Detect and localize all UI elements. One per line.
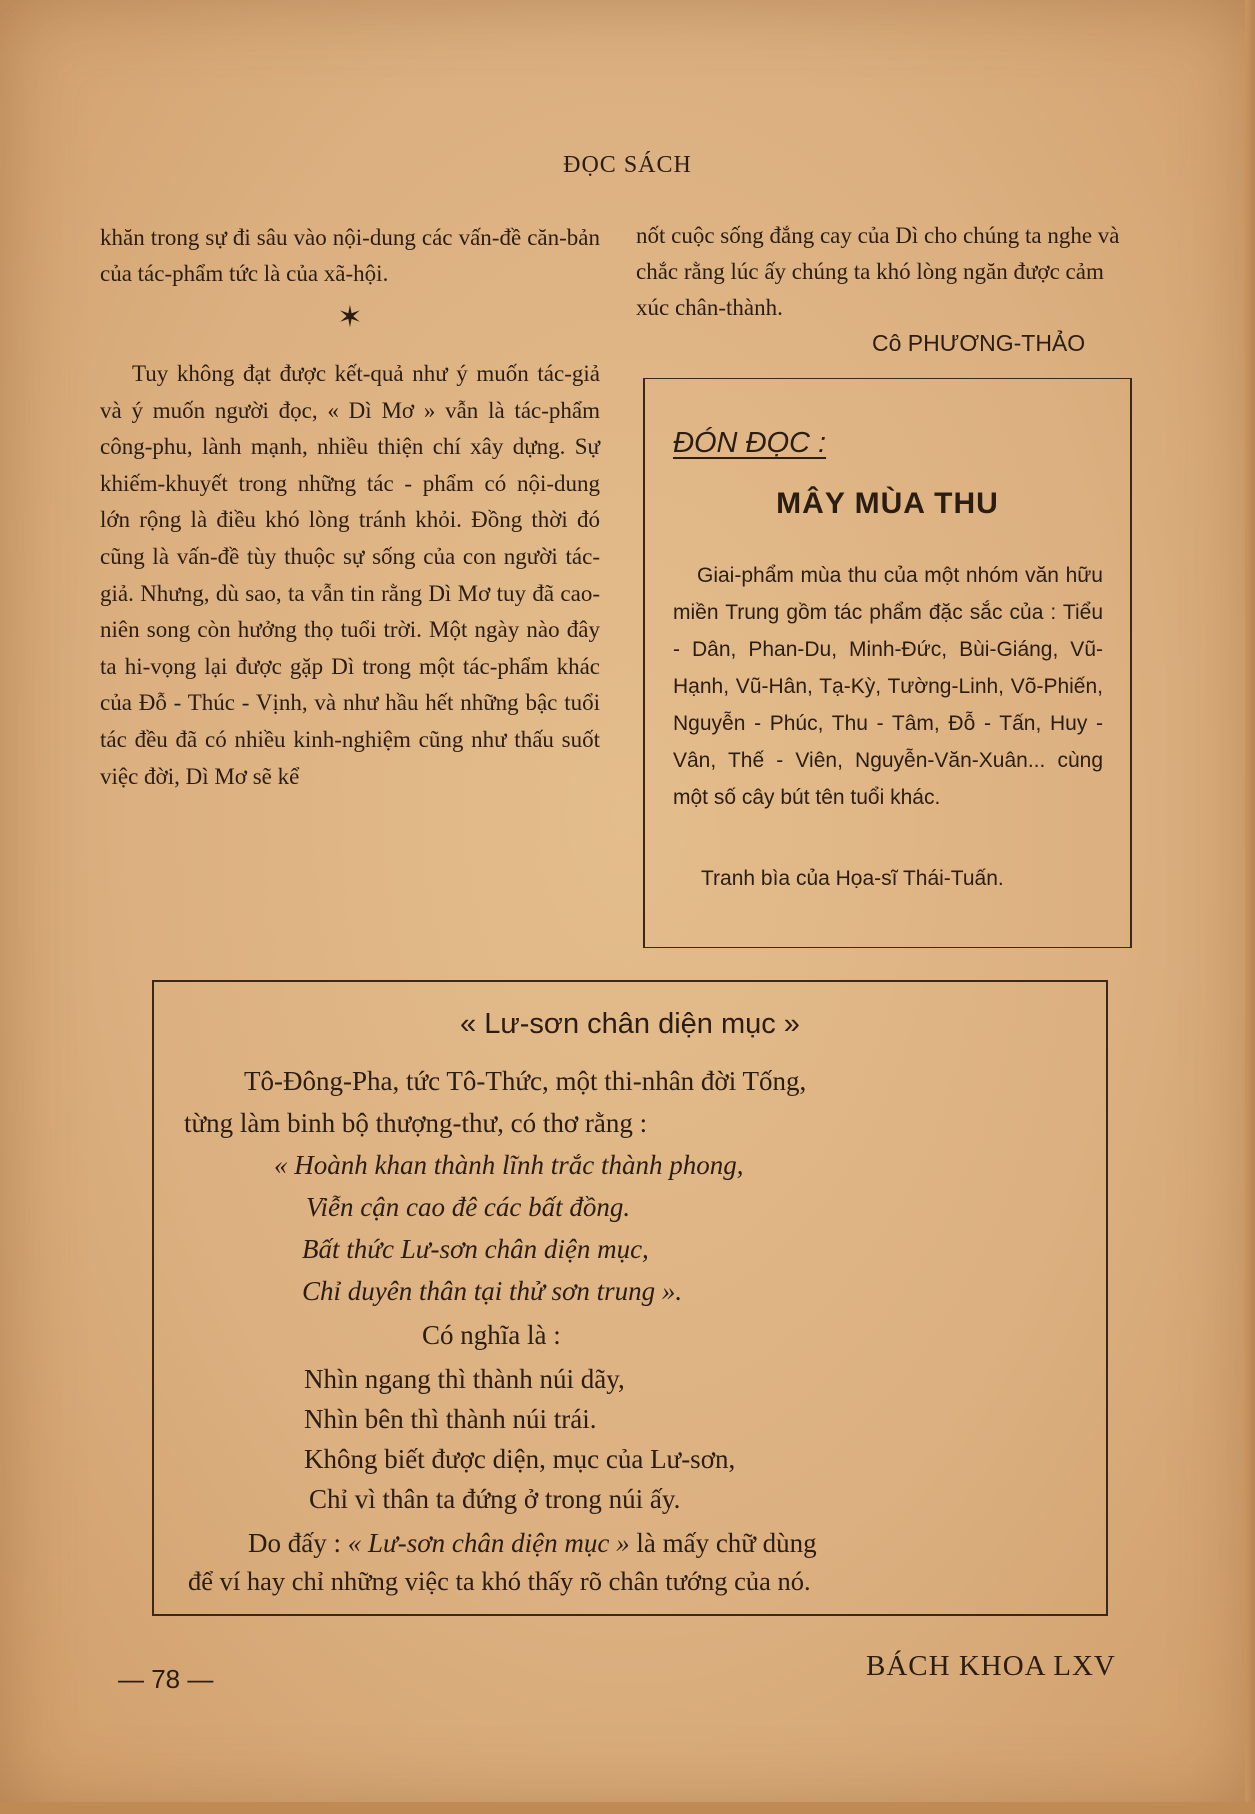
announcement-box xyxy=(643,378,1132,948)
translation-line-4: Chỉ vì thân ta đứng ở trong núi ấy. xyxy=(309,1484,681,1514)
left-paragraph-2: Tuy không đạt được kết-quả như ý muốn tác-giả và ý muốn người đọc, « Dì Mơ » vẫn là tác-phẩm công-phu, lành mạnh, nhiều thiện chí xây dựng. Sự khiếm-khuyết trong những tác - phẩm có nội-dung lớn rộng là điều khó lòng tránh khỏi. Đồng thời đó cũng là vấn-đề tùy thuộc sự sống của con người tác-giả. Nhưng, dù sao, ta vẫn tin rằng Dì Mơ tuy đã cao-niên song còn hưởng thọ tuổi trời. Một ngày nào đây ta hi-vọng lại được gặp Dì trong một tác-phẩm khác của Đỗ - Thúc - Vịnh, và như hầu hết những bậc tuổi tác đều đã có nhiều kinh-nghiệm cũng như thấu suốt việc đời, Dì Mơ sẽ kể xyxy=(100,361,600,789)
conclusion-suffix: là mấy chữ dùng xyxy=(629,1528,817,1558)
translation-line-1: Nhìn ngang thì thành núi dãy, xyxy=(304,1364,625,1394)
author-signature: Cô PHƯƠNG-THẢO xyxy=(872,330,1086,356)
translation-line-3: Không biết được diện, mục của Lư-sơn, xyxy=(304,1444,736,1474)
translation-line-2: Nhìn bên thì thành núi trái. xyxy=(304,1404,597,1434)
meaning-label: Có nghĩa là : xyxy=(422,1320,561,1350)
poem-box xyxy=(152,980,1108,1616)
poem-intro-line-1: Tô-Đông-Pha, tức Tô-Thức, một thi-nhân đời Tống, xyxy=(244,1066,807,1096)
poem-title: « Lư-sơn chân diện mục » xyxy=(460,1008,800,1040)
conclusion-prefix: Do đấy : xyxy=(248,1528,348,1558)
verse-line-2: Viễn cận cao đê các bất đồng. xyxy=(306,1192,631,1222)
verse-line-4: Chỉ duyên thân tại thử sơn trung ». xyxy=(302,1276,683,1306)
page-bottom-edge xyxy=(0,1802,1255,1814)
verse-line-3: Bất thức Lư-sơn chân diện mục, xyxy=(302,1234,649,1264)
poem-intro-line-2: từng làm binh bộ thượng-thư, có thơ rằng : xyxy=(184,1108,648,1138)
section-header: ĐỌC SÁCH xyxy=(563,152,692,178)
conclusion-quote: « Lư-sơn chân diện mục » xyxy=(347,1528,630,1558)
right-paragraph-1: nốt cuộc sống đắng cay của Dì cho chúng ta nghe và chắc rằng lúc ấy chúng ta khó lòng ngăn được cảm xúc chân-thành. xyxy=(636,223,1120,320)
left-column xyxy=(100,220,600,795)
announcement-title: MÂY MÙA THU xyxy=(776,487,999,520)
verse-line-1: « Hoành khan thành lĩnh trắc thành phong, xyxy=(274,1150,744,1180)
conclusion-line-2: để ví hay chỉ những việc ta khó thấy rõ chân tướng của nó. xyxy=(188,1566,811,1596)
announcement-label: ĐÓN ĐỌC : xyxy=(673,427,827,459)
announcement-body: Giai-phẩm mùa thu của một nhóm văn hữu miền Trung gồm tác phẩm đặc sắc của : Tiểu - Dân, Phan-Du, Minh-Đức, Bùi-Giáng, Vũ-Hạnh, Vũ-Hân, Tạ-Kỳ, Tường-Linh, Võ-Phiến, Nguyễn - Phúc, Thu - Tâm, Đỗ - Tấn, Huy - Vân, Thế - Viên, Nguyễn-Văn-Xuân... cùng một số cây bút tên tuổi khác. xyxy=(673,564,1103,809)
page-number: — 78 — xyxy=(118,1664,214,1694)
cover-credit: Tranh bìa của Họa-sĩ Thái-Tuấn. xyxy=(701,867,1004,890)
page-edge xyxy=(1245,0,1255,1814)
publication-name: BÁCH KHOA LXV xyxy=(866,1650,1116,1682)
conclusion-line-1 xyxy=(248,1528,817,1559)
right-column xyxy=(636,218,1131,326)
star-divider-icon: ✶ xyxy=(337,301,363,334)
left-paragraph-1: khăn trong sự đi sâu vào nội-dung các vấn-đề căn-bản của tác-phẩm tức là của xã-hội. xyxy=(100,225,600,286)
